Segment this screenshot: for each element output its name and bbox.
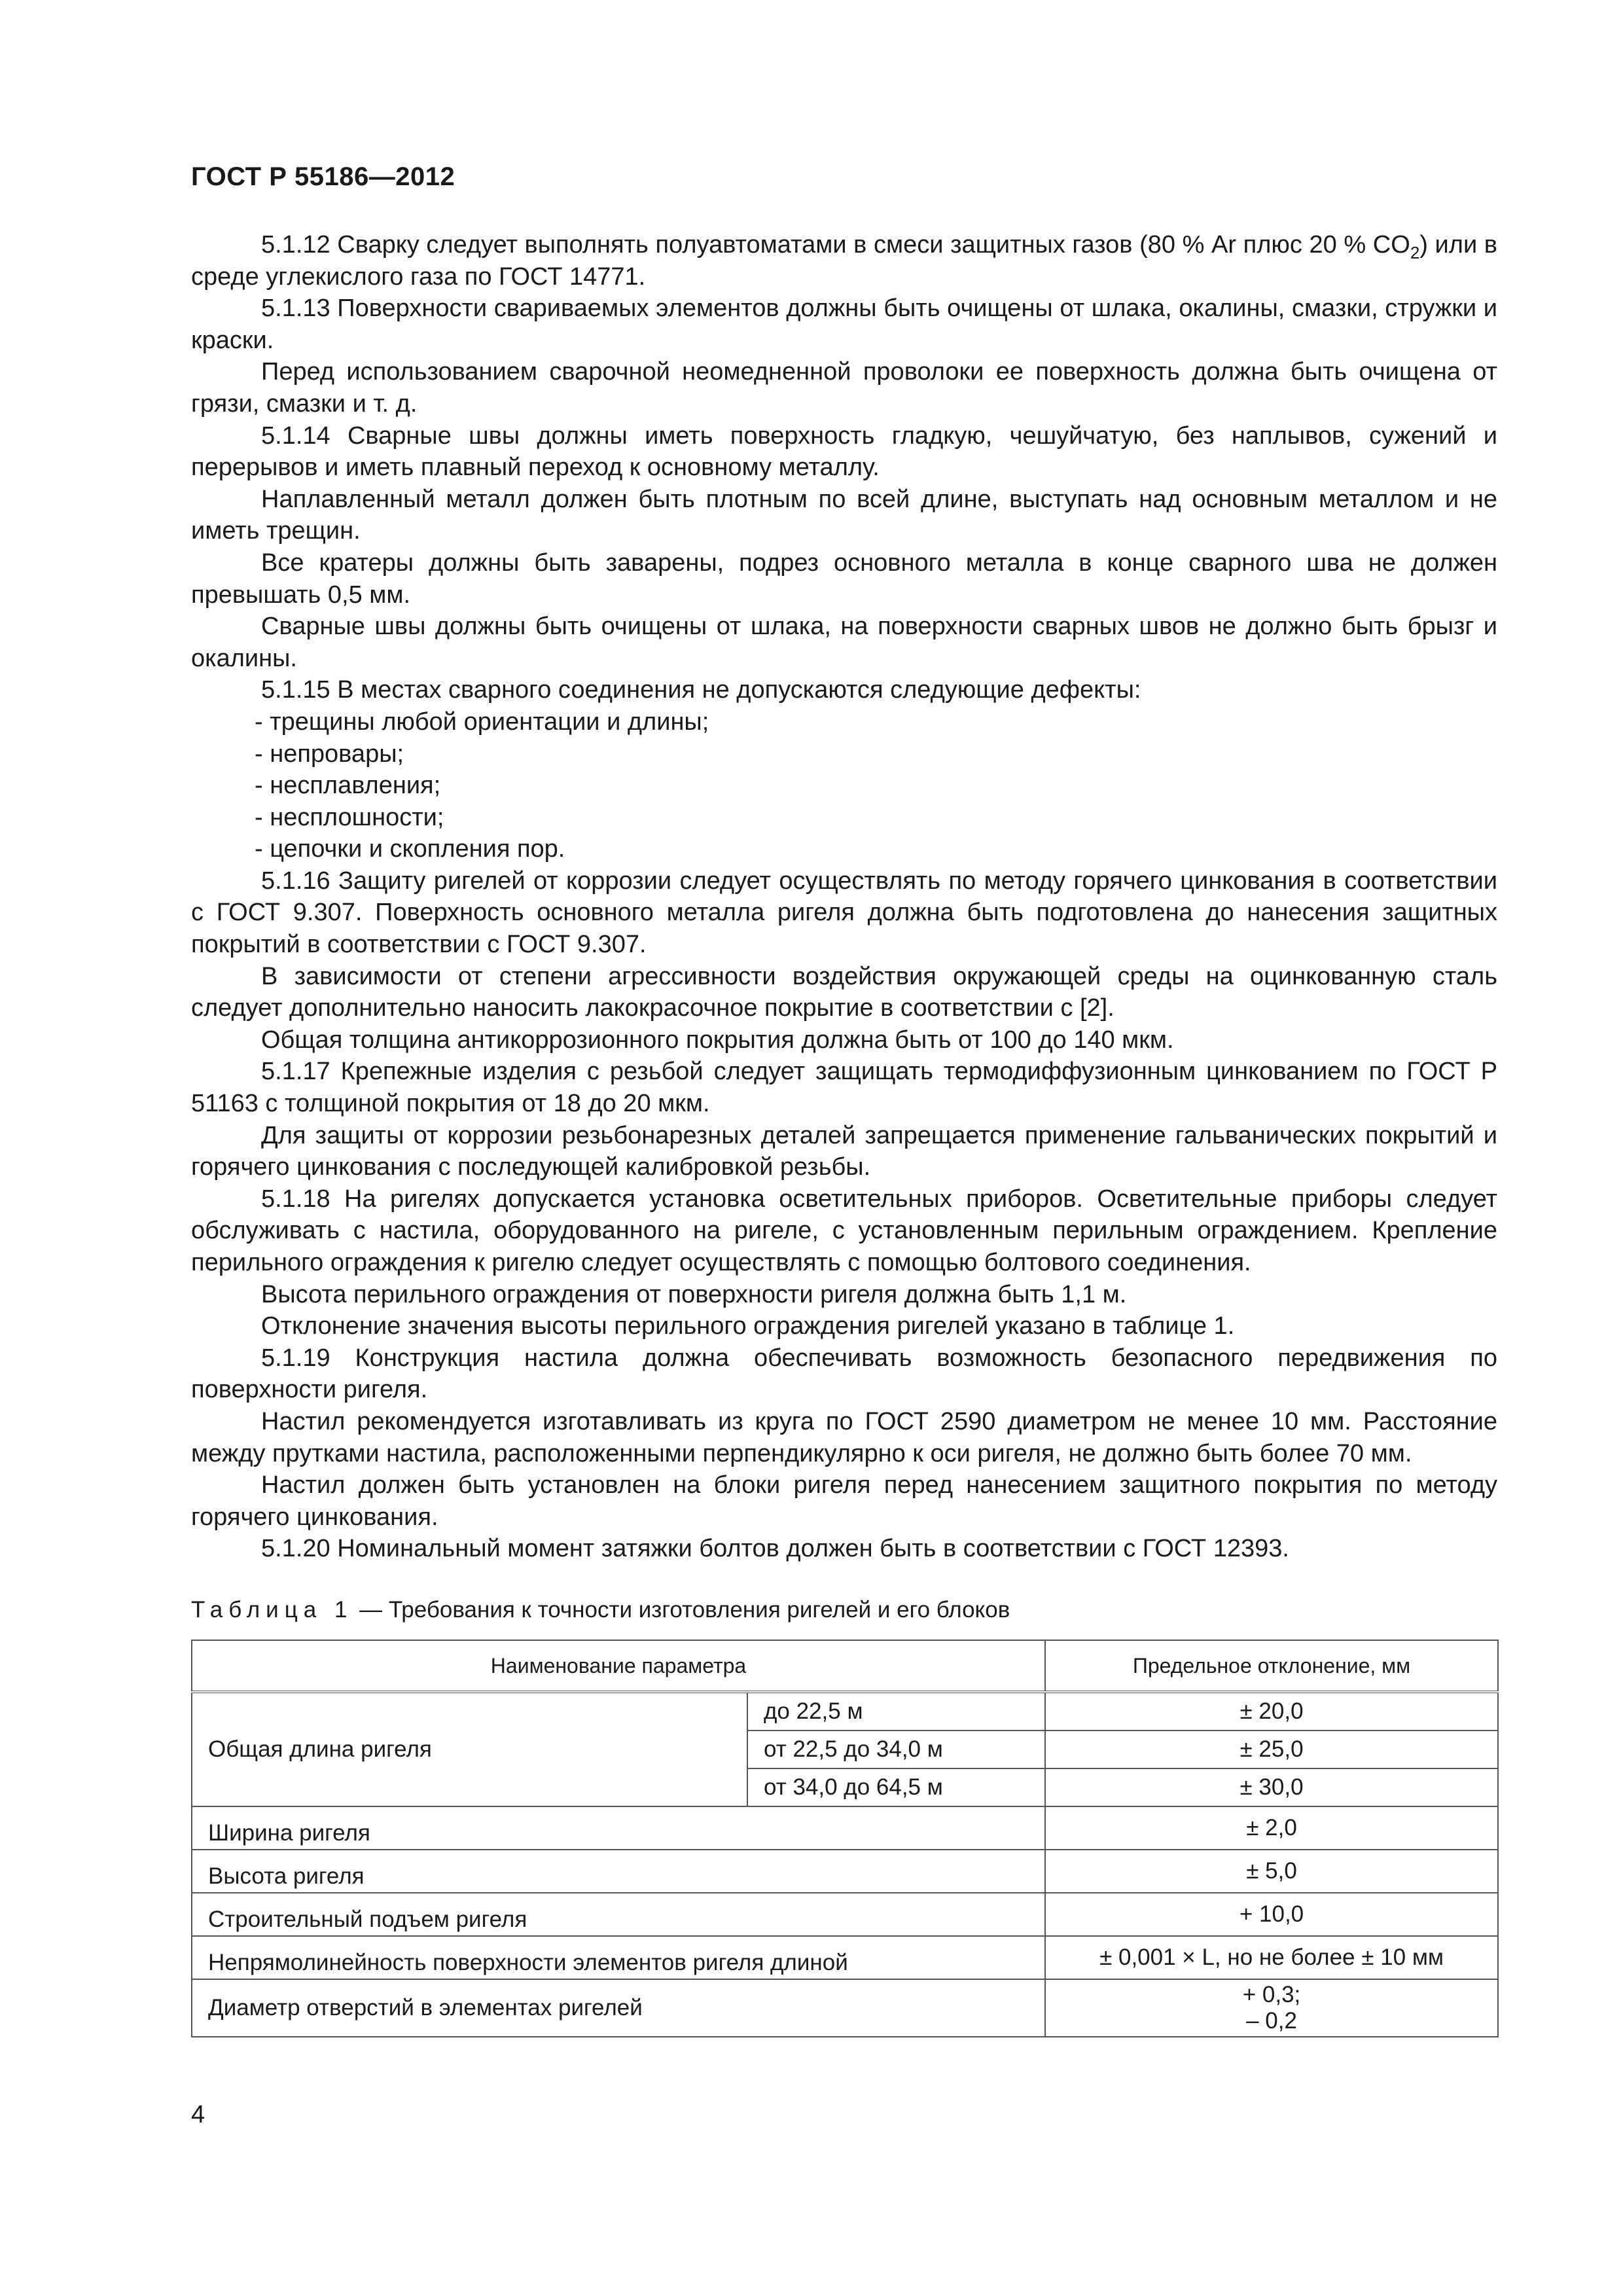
- paragraph-5-1-18-b: Высота перильного ограждения от поверхности ригеля должна быть 1,1 м.: [261, 1280, 1127, 1308]
- table-row: [192, 1850, 1498, 1893]
- defect-list-item: - непровары;: [255, 740, 404, 768]
- table-row: [192, 1979, 1498, 2037]
- paragraph-5-1-13: 5.1.13 Поверхности свариваемых элементов должны быть очищены от шлака, окалины, смазки, стружки и краски.: [191, 295, 1497, 354]
- paragraph-5-1-18-c: Отклонение значения высоты перильного ограждения ригелей указано в таблице 1.: [261, 1312, 1235, 1340]
- deviation-cell: ± 2,0: [1045, 1806, 1498, 1850]
- paragraph-5-1-19-c: Настил должен быть установлен на блоки ригеля перед нанесением защитного покрытия по методу горячего цинкования.: [191, 1471, 1497, 1531]
- table-caption: [191, 1597, 1010, 1623]
- parameter-name-cell: Строительный подъем ригеля: [192, 1893, 1045, 1936]
- paragraph-5-1-12-text-end: ) или в среде углекислого газа по ГОСТ 14771.: [191, 231, 1497, 291]
- paragraph-5-1-12-text: 5.1.12 Сварку следует выполнять полуавтоматами в смеси защитных газов (80 % Ar плюс 20 % CO: [261, 231, 1410, 259]
- table-row: [192, 1692, 1498, 1731]
- tolerance-table: [191, 1640, 1499, 2037]
- paragraph-5-1-20: 5.1.20 Номинальный момент затяжки болтов должен быть в соответствии с ГОСТ 12393.: [261, 1535, 1289, 1563]
- paragraph-5-1-17-b: Для защиты от коррозии резьбонарезных деталей запрещается применение гальванических покрытий и горячего цинкования с последующей калибровкой резьбы.: [191, 1121, 1497, 1181]
- paragraph-5-1-13-b: Перед использованием сварочной неомедненной проволоки ее поверхность должна быть очищена от грязи, смазки и т. д.: [191, 358, 1497, 418]
- paragraph-5-1-14-c: Все кратеры должны быть заварены, подрез основного металла в конце сварного шва не должен превышать 0,5 мм.: [191, 548, 1497, 609]
- table-caption-label: Таблица 1: [191, 1597, 353, 1623]
- deviation-minus: – 0,2: [1246, 2008, 1297, 2034]
- paragraph-5-1-16: 5.1.16 Защиту ригелей от коррозии следует осуществлять по методу горячего цинкования в соответствии с ГОСТ 9.307. Поверхность основного металла ригеля должна быть подготовлена до нанесения защитных покрытий в соответствии с ГОСТ 9.307.: [191, 867, 1497, 959]
- paragraph-5-1-16-b: В зависимости от степени агрессивности воздействия окружающей среды на оцинкованную сталь следует дополнительно наносить лакокрасочное покрытие в соответствии с [2].: [191, 962, 1497, 1022]
- deviation-cell: ± 30,0: [1045, 1768, 1498, 1806]
- table-caption-text: — Требования к точности изготовления ригелей и его блоков: [353, 1597, 1010, 1623]
- deviation-plus: + 0,3;: [1242, 1982, 1301, 2007]
- deviation-cell: ± 25,0: [1045, 1731, 1498, 1768]
- parameter-name-cell: Высота ригеля: [192, 1850, 1045, 1893]
- paragraph-5-1-15: 5.1.15 В местах сварного соединения не допускаются следующие дефекты:: [261, 676, 1141, 704]
- paragraph-5-1-18: 5.1.18 На ригелях допускается установка осветительных приборов. Осветительные приборы следует обслуживать с настила, оборудованного на ригеле, с установленным перильным ограждением. Крепление перильного ограждения к ригелю следует осуществлять с помощью болтового соединения.: [191, 1185, 1497, 1276]
- length-range-cell: от 22,5 до 34,0 м: [747, 1731, 1045, 1768]
- deviation-cell: + 10,0: [1045, 1893, 1498, 1936]
- page-number: 4: [191, 2101, 205, 2128]
- defect-list-item: - несплавления;: [255, 772, 441, 800]
- deviation-cell: ± 0,001 × L, но не более ± 10 мм: [1045, 1936, 1498, 1979]
- paragraph-5-1-17: 5.1.17 Крепежные изделия с резьбой следует защищать термодиффузионным цинкованием по ГОСТ Р 51163 с толщиной покрытия от 18 до 20 мкм.: [191, 1058, 1497, 1118]
- table-row: [192, 1893, 1498, 1936]
- defect-list-item: - цепочки и скопления пор.: [255, 835, 565, 863]
- paragraph-5-1-12: [191, 229, 1497, 293]
- header-deviation: Предельное отклонение, мм: [1045, 1640, 1498, 1692]
- body-text: [191, 229, 1497, 1565]
- table-row: [192, 1806, 1498, 1850]
- paragraph-5-1-16-c: Общая толщина антикоррозионного покрытия должна быть от 100 до 140 мкм.: [261, 1026, 1174, 1054]
- document-code-header: ГОСТ Р 55186—2012: [191, 162, 455, 191]
- defect-list-item: - несплошности;: [255, 803, 444, 831]
- table-row: [192, 1936, 1498, 1979]
- paragraph-5-1-14-b: Наплавленный металл должен быть плотным по всей длине, выступать над основным металлом и не иметь трещин.: [191, 485, 1497, 545]
- length-range-cell: до 22,5 м: [747, 1692, 1045, 1731]
- header-parameter-name: Наименование параметра: [192, 1640, 1045, 1692]
- paragraph-5-1-14: 5.1.14 Сварные швы должны иметь поверхность гладкую, чешуйчатую, без наплывов, сужений и перерывов и иметь плавный переход к основному металлу.: [191, 422, 1497, 482]
- table-header-row: [192, 1640, 1498, 1692]
- total-length-cell: Общая длина ригеля: [192, 1692, 747, 1806]
- co2-subscript: 2: [1410, 243, 1420, 262]
- deviation-cell: ± 5,0: [1045, 1850, 1498, 1893]
- deviation-cell: ± 20,0: [1045, 1692, 1498, 1731]
- paragraph-5-1-19-b: Настил рекомендуется изготавливать из круга по ГОСТ 2590 диаметром не менее 10 мм. Расстояние между прутками настила, расположенными перпендикулярно к оси ригеля, не должно быть более 70 мм.: [191, 1407, 1497, 1467]
- parameter-name-cell: Диаметр отверстий в элементах ригелей: [192, 1979, 1045, 2037]
- deviation-cell: [1045, 1979, 1498, 2037]
- paragraph-5-1-14-d: Сварные швы должны быть очищены от шлака, на поверхности сварных швов не должно быть брызг и окалины.: [191, 613, 1497, 672]
- length-range-cell: от 34,0 до 64,5 м: [747, 1768, 1045, 1806]
- defect-list-item: - трещины любой ориентации и длины;: [255, 708, 709, 736]
- parameter-name-cell: Непрямолинейность поверхности элементов ригеля длиной: [192, 1936, 1045, 1979]
- paragraph-5-1-19: 5.1.19 Конструкция настила должна обеспечивать возможность безопасного передвижения по поверхности ригеля.: [191, 1344, 1497, 1404]
- parameter-name-cell: Ширина ригеля: [192, 1806, 1045, 1850]
